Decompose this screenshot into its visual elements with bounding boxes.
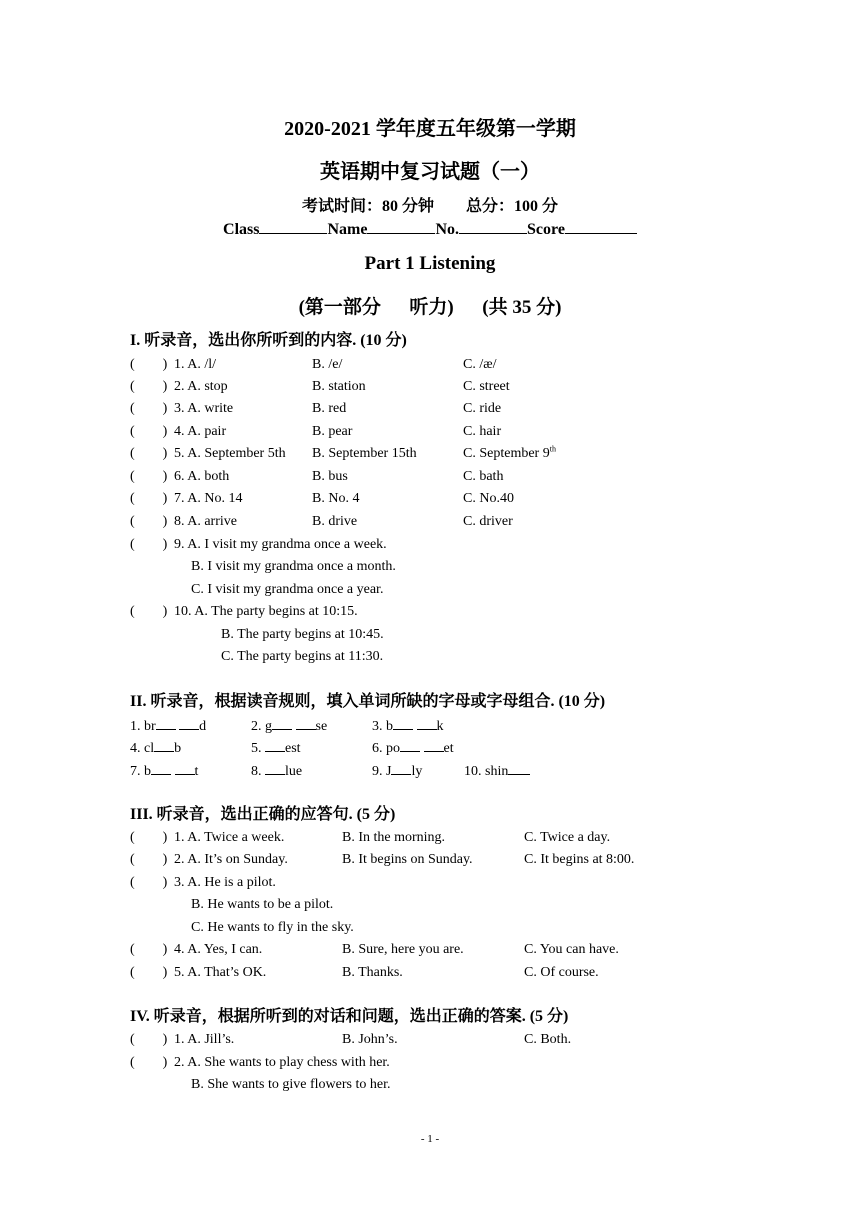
section-1-heading: I. 听录音，选出你所听到的内容. (10 分): [130, 332, 407, 349]
option-b: B. red: [312, 401, 347, 416]
option-a: 7. A. No. 14: [174, 491, 243, 506]
answer-paren[interactable]: ( ): [130, 469, 168, 484]
answer-paren[interactable]: ( ): [130, 357, 168, 372]
option-a: 3. A. write: [174, 401, 234, 416]
option-a: 5. A. September 5th: [174, 446, 286, 461]
answer-paren[interactable]: ( ): [130, 965, 168, 980]
option-c: C. He wants to fly in the sky.: [191, 920, 354, 935]
option-c: C. street: [463, 379, 510, 394]
option-a: 3. A. He is a pilot.: [174, 875, 276, 890]
option-b: B. He wants to be a pilot.: [191, 897, 334, 912]
answer-paren[interactable]: ( ): [130, 1055, 168, 1070]
fill-item-7: 7. b t: [130, 764, 199, 779]
option-a: 8. A. arrive: [174, 514, 237, 529]
option-a: 2. A. stop: [174, 379, 228, 394]
option-c: C. It begins at 8:00.: [524, 852, 635, 867]
option-b: B. /e/: [312, 357, 343, 372]
answer-paren[interactable]: ( ): [130, 514, 168, 529]
exam-title: 2020-2021 学年度五年级第一学期: [284, 118, 576, 140]
class-blank[interactable]: [259, 221, 327, 234]
name-blank[interactable]: [367, 221, 435, 234]
fill-item-2: 2. g se: [251, 719, 328, 734]
answer-paren[interactable]: ( ): [130, 537, 168, 552]
option-c: C. bath: [463, 469, 504, 484]
option-b: B. Thanks.: [342, 965, 403, 980]
option-c: C. Of course.: [524, 965, 599, 980]
option-a: 9. A. I visit my grandma once a week.: [174, 537, 387, 552]
option-a: 4. A. Yes, I can.: [174, 942, 263, 957]
fill-item-4: 4. cl b: [130, 741, 182, 756]
letter-blank[interactable]: [391, 762, 411, 775]
option-a: 6. A. both: [174, 469, 230, 484]
option-a: 5. A. That’s OK.: [174, 965, 267, 980]
option-c: C. Both.: [524, 1032, 572, 1047]
option-b: B. In the morning.: [342, 830, 446, 845]
field-no: No.: [435, 221, 460, 238]
letter-blank[interactable]: [393, 717, 413, 730]
letter-blank[interactable]: [424, 739, 444, 752]
letter-blank[interactable]: [417, 717, 437, 730]
field-name: Name: [327, 221, 368, 238]
answer-paren[interactable]: ( ): [130, 942, 168, 957]
answer-paren[interactable]: ( ): [130, 491, 168, 506]
answer-paren[interactable]: ( ): [130, 1032, 168, 1047]
fill-item-1: 1. br d: [130, 719, 207, 734]
letter-blank[interactable]: [265, 739, 285, 752]
letter-blank[interactable]: [272, 717, 292, 730]
fill-item-8: 8. lue: [251, 764, 303, 779]
option-b: B. I visit my grandma once a month.: [191, 559, 396, 574]
section-2-heading: II. 听录音，根据读音规则，填入单词所缺的字母或字母组合. (10 分): [130, 693, 606, 710]
answer-paren[interactable]: ( ): [130, 379, 168, 394]
field-score: Score: [527, 221, 565, 238]
letter-blank[interactable]: [175, 762, 195, 775]
option-a: 1. A. Jill’s.: [174, 1032, 235, 1047]
no-blank[interactable]: [459, 221, 527, 234]
option-c: C. No.40: [463, 491, 514, 506]
letter-blank[interactable]: [296, 717, 316, 730]
section-3-heading: III. 听录音，选出正确的应答句. (5 分): [130, 806, 396, 823]
option-b: B. pear: [312, 424, 353, 439]
option-b: B. It begins on Sunday.: [342, 852, 473, 867]
option-b: B. The party begins at 10:45.: [221, 627, 384, 642]
answer-paren[interactable]: ( ): [130, 401, 168, 416]
option-b: B. She wants to give flowers to her.: [191, 1077, 391, 1092]
fill-item-5: 5. est: [251, 741, 301, 756]
option-c: C. driver: [463, 514, 513, 529]
fill-item-9: 9. J ly: [372, 764, 423, 779]
ordinal-suffix: th: [549, 444, 556, 454]
option-b: B. station: [312, 379, 366, 394]
option-b: B. Sure, here you are.: [342, 942, 464, 957]
option-c: C. /æ/: [463, 357, 497, 372]
option-c: C. You can have.: [524, 942, 619, 957]
section-4-heading: IV. 听录音，根据所听到的对话和问题，选出正确的答案. (5 分): [130, 1008, 569, 1025]
option-c: C. ride: [463, 401, 502, 416]
page-number: - 1 -: [420, 1133, 440, 1145]
option-c: C. I visit my grandma once a year.: [191, 582, 384, 597]
answer-paren[interactable]: ( ): [130, 830, 168, 845]
exam-info: 考试时间：80 分钟 总分：100 分: [301, 198, 558, 215]
student-info-fields: [0, 220, 860, 240]
option-a: 2. A. It’s on Sunday.: [174, 852, 288, 867]
field-class: Class: [223, 221, 260, 238]
option-b: B. September 15th: [312, 446, 417, 461]
option-c: C. Twice a day.: [524, 830, 611, 845]
option-a: 4. A. pair: [174, 424, 227, 439]
option-c: C. September 9th: [463, 444, 556, 461]
part-title: Part 1 Listening: [364, 253, 496, 274]
letter-blank[interactable]: [156, 717, 176, 730]
letter-blank[interactable]: [154, 739, 174, 752]
option-b: B. drive: [312, 514, 358, 529]
option-c: C. The party begins at 11:30.: [221, 649, 384, 664]
score-blank[interactable]: [565, 221, 637, 234]
letter-blank[interactable]: [400, 739, 420, 752]
answer-paren[interactable]: ( ): [130, 852, 168, 867]
exam-subtitle: 英语期中复习试题（一）: [320, 161, 540, 183]
answer-paren[interactable]: ( ): [130, 604, 168, 619]
fill-item-10: 10. shin: [464, 762, 530, 780]
fill-item-3: 3. b k: [372, 719, 444, 734]
letter-blank[interactable]: [508, 762, 530, 775]
option-a: 10. A. The party begins at 10:15.: [174, 604, 358, 619]
option-b: B. No. 4: [312, 491, 360, 506]
option-c: C. hair: [463, 424, 502, 439]
letter-blank[interactable]: [265, 762, 285, 775]
option-a: 2. A. She wants to play chess with her.: [174, 1055, 390, 1070]
answer-paren[interactable]: ( ): [130, 875, 168, 890]
answer-paren[interactable]: ( ): [130, 446, 168, 461]
option-a: 1. A. Twice a week.: [174, 830, 285, 845]
part-subtitle: (第一部分 听力) (共 35 分): [298, 297, 562, 318]
letter-blank[interactable]: [179, 717, 199, 730]
fill-item-6: 6. po et: [372, 741, 454, 756]
letter-blank[interactable]: [151, 762, 171, 775]
answer-paren[interactable]: ( ): [130, 424, 168, 439]
option-b: B. bus: [312, 469, 348, 484]
option-b: B. John’s.: [342, 1032, 398, 1047]
option-a: 1. A. /l/: [174, 357, 217, 372]
